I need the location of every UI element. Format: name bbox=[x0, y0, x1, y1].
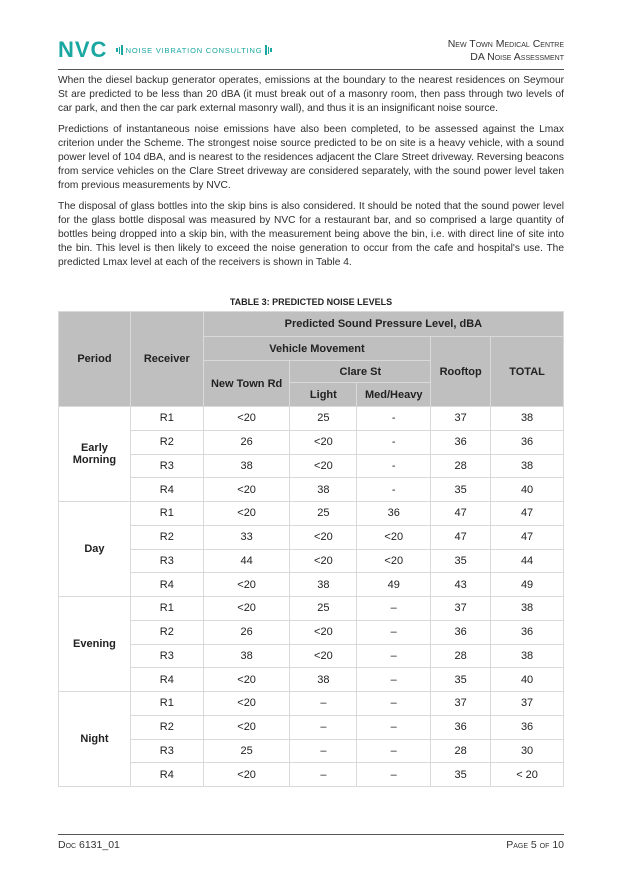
level-cell: 35 bbox=[431, 763, 491, 787]
header-light: Light bbox=[290, 383, 357, 407]
level-cell: 33 bbox=[203, 525, 290, 549]
level-cell: - bbox=[357, 454, 431, 478]
level-cell: – bbox=[290, 692, 357, 716]
receiver-cell: R1 bbox=[130, 692, 203, 716]
header-rooftop: Rooftop bbox=[431, 337, 491, 407]
period-cell: Evening bbox=[59, 597, 131, 692]
table-row bbox=[59, 739, 564, 763]
table-row bbox=[59, 407, 564, 431]
level-cell: <20 bbox=[290, 525, 357, 549]
title-line-1: New Town Medical Centre bbox=[447, 38, 564, 50]
sound-wave-left-icon bbox=[116, 45, 122, 55]
sound-wave-right-icon bbox=[265, 45, 271, 55]
table-caption: TABLE 3: PREDICTED NOISE LEVELS bbox=[229, 297, 393, 307]
level-cell: 25 bbox=[290, 597, 357, 621]
level-cell: 38 bbox=[203, 454, 290, 478]
level-cell: <20 bbox=[290, 644, 357, 668]
header-divider bbox=[58, 69, 564, 70]
body-text bbox=[58, 74, 564, 277]
table-body bbox=[59, 407, 564, 787]
level-cell: 28 bbox=[431, 644, 491, 668]
level-cell: < 20 bbox=[491, 763, 564, 787]
table-row bbox=[59, 549, 564, 573]
level-cell: 35 bbox=[431, 549, 491, 573]
level-cell: 38 bbox=[290, 573, 357, 597]
level-cell: 47 bbox=[431, 502, 491, 526]
level-cell: 49 bbox=[357, 573, 431, 597]
level-cell: 37 bbox=[431, 407, 491, 431]
level-cell: 44 bbox=[491, 549, 564, 573]
level-cell: <20 bbox=[203, 668, 290, 692]
level-cell: – bbox=[357, 620, 431, 644]
level-cell: 40 bbox=[491, 668, 564, 692]
level-cell: 47 bbox=[431, 525, 491, 549]
receiver-cell: R1 bbox=[130, 407, 203, 431]
receiver-cell: R4 bbox=[130, 478, 203, 502]
footer-divider bbox=[58, 834, 564, 835]
level-cell: <20 bbox=[203, 715, 290, 739]
receiver-cell: R2 bbox=[130, 715, 203, 739]
table-row bbox=[59, 644, 564, 668]
document-id: Doc 6131_01 bbox=[58, 839, 120, 851]
level-cell: 36 bbox=[431, 430, 491, 454]
level-cell: – bbox=[357, 692, 431, 716]
level-cell: 35 bbox=[431, 668, 491, 692]
logo-subtitle-group bbox=[113, 45, 274, 55]
receiver-cell: R4 bbox=[130, 573, 203, 597]
logo-mark: NVC bbox=[58, 37, 108, 62]
level-cell: <20 bbox=[357, 525, 431, 549]
table-row bbox=[59, 692, 564, 716]
receiver-cell: R1 bbox=[130, 597, 203, 621]
level-cell: – bbox=[290, 715, 357, 739]
level-cell: 38 bbox=[203, 644, 290, 668]
page-number: Page 5 of 10 bbox=[506, 839, 564, 851]
table-row bbox=[59, 763, 564, 787]
level-cell: 37 bbox=[491, 692, 564, 716]
receiver-cell: R3 bbox=[130, 454, 203, 478]
level-cell: 38 bbox=[290, 478, 357, 502]
level-cell: 28 bbox=[431, 454, 491, 478]
level-cell: - bbox=[357, 407, 431, 431]
level-cell: 26 bbox=[203, 620, 290, 644]
level-cell: – bbox=[357, 597, 431, 621]
level-cell: 28 bbox=[431, 739, 491, 763]
level-cell: 25 bbox=[290, 407, 357, 431]
level-cell: 38 bbox=[491, 454, 564, 478]
level-cell: <20 bbox=[203, 478, 290, 502]
period-cell: Early Morning bbox=[59, 407, 131, 502]
level-cell: 36 bbox=[431, 715, 491, 739]
receiver-cell: R3 bbox=[130, 549, 203, 573]
level-cell: 38 bbox=[491, 407, 564, 431]
receiver-cell: R2 bbox=[130, 525, 203, 549]
level-cell: 38 bbox=[491, 597, 564, 621]
table-row bbox=[59, 715, 564, 739]
header-new-town-rd: New Town Rd bbox=[203, 361, 290, 407]
level-cell: 36 bbox=[491, 430, 564, 454]
receiver-cell: R4 bbox=[130, 668, 203, 692]
receiver-cell: R2 bbox=[130, 430, 203, 454]
nvc-logo bbox=[58, 37, 275, 63]
level-cell: - bbox=[357, 430, 431, 454]
level-cell: – bbox=[290, 739, 357, 763]
level-cell: - bbox=[357, 478, 431, 502]
level-cell: 43 bbox=[431, 573, 491, 597]
level-cell: <20 bbox=[290, 620, 357, 644]
receiver-cell: R1 bbox=[130, 502, 203, 526]
level-cell: <20 bbox=[203, 573, 290, 597]
level-cell: – bbox=[357, 739, 431, 763]
level-cell: 35 bbox=[431, 478, 491, 502]
header-receiver: Receiver bbox=[130, 312, 203, 407]
paragraph-glass-disposal: The disposal of glass bottles into the skip bins is also considered. It should be noted that the sound power level for the glass bottle disposal was measured by NVC for a restaurant bar, and so comprised a large quantity of bottles being dropped into a skip bin, with the measurement being above the bin, i.e. with direct line of site into the bin. This level is then likely to exceed the noise generation to occur from the cafe and hospital's use. The predicted Lmax level at each of the receivers is shown in Table 4. bbox=[58, 201, 564, 268]
receiver-cell: R4 bbox=[130, 763, 203, 787]
level-cell: 30 bbox=[491, 739, 564, 763]
receiver-cell: R3 bbox=[130, 739, 203, 763]
header-total: TOTAL bbox=[491, 337, 564, 407]
level-cell: 38 bbox=[290, 668, 357, 692]
paragraph-generator: When the diesel backup generator operates, emissions at the boundary to the nearest residences on Seymour St are predicted to be less than 20 dBA (it must break out of a masonry room, then pass through two levels of car park, and then the car park external masonry wall), and thus it is an insignificant noise source. bbox=[58, 75, 564, 114]
level-cell: – bbox=[357, 763, 431, 787]
level-cell: 49 bbox=[491, 573, 564, 597]
title-line-2: DA Noise Assessment bbox=[470, 51, 564, 63]
header-period: Period bbox=[59, 312, 131, 407]
level-cell: <20 bbox=[357, 549, 431, 573]
level-cell: 38 bbox=[491, 644, 564, 668]
level-cell: 47 bbox=[491, 525, 564, 549]
level-cell: <20 bbox=[290, 549, 357, 573]
level-cell: <20 bbox=[203, 502, 290, 526]
page-header bbox=[58, 33, 564, 71]
level-cell: 36 bbox=[431, 620, 491, 644]
level-cell: 36 bbox=[491, 715, 564, 739]
level-cell: <20 bbox=[203, 597, 290, 621]
level-cell: 36 bbox=[491, 620, 564, 644]
level-cell: 37 bbox=[431, 597, 491, 621]
period-cell: Day bbox=[59, 502, 131, 597]
receiver-cell: R3 bbox=[130, 644, 203, 668]
table-row bbox=[59, 454, 564, 478]
level-cell: 25 bbox=[203, 739, 290, 763]
level-cell: 44 bbox=[203, 549, 290, 573]
table-row bbox=[59, 620, 564, 644]
table-row bbox=[59, 525, 564, 549]
level-cell: 36 bbox=[357, 502, 431, 526]
header-predicted-spl: Predicted Sound Pressure Level, dBA bbox=[203, 312, 563, 337]
period-cell: Night bbox=[59, 692, 131, 787]
receiver-cell: R2 bbox=[130, 620, 203, 644]
level-cell: <20 bbox=[203, 692, 290, 716]
table-row bbox=[59, 597, 564, 621]
logo-subtitle: NOISE VIBRATION CONSULTING bbox=[125, 45, 263, 55]
table-row bbox=[59, 502, 564, 526]
header-med-heavy: Med/Heavy bbox=[357, 383, 431, 407]
table-row bbox=[59, 478, 564, 502]
level-cell: – bbox=[357, 715, 431, 739]
paragraph-lmax: Predictions of instantaneous noise emissions have also been completed, to be assessed against the Lmax criterion under the Scheme. The strongest noise source predicted to be on site is a heavy vehicle, with a sound power level of 104 dBA, and is nearest to the residences adjacent the Clare Street driveway. Reversing beacons from service vehicles on the Clare Street driveway are considered separately, with the sound power level taken from previous measurements by NVC. bbox=[58, 124, 564, 191]
level-cell: – bbox=[290, 763, 357, 787]
level-cell: <20 bbox=[290, 430, 357, 454]
level-cell: – bbox=[357, 668, 431, 692]
document-title bbox=[448, 38, 564, 64]
header-clare-st: Clare St bbox=[290, 361, 431, 383]
level-cell: 40 bbox=[491, 478, 564, 502]
level-cell: 26 bbox=[203, 430, 290, 454]
level-cell: 25 bbox=[290, 502, 357, 526]
level-cell: <20 bbox=[203, 763, 290, 787]
table-row bbox=[59, 573, 564, 597]
header-vehicle-movement: Vehicle Movement bbox=[203, 337, 430, 361]
table-row bbox=[59, 668, 564, 692]
level-cell: 47 bbox=[491, 502, 564, 526]
table-row bbox=[59, 430, 564, 454]
level-cell: – bbox=[357, 644, 431, 668]
noise-levels-table bbox=[58, 311, 564, 787]
level-cell: <20 bbox=[290, 454, 357, 478]
level-cell: 37 bbox=[431, 692, 491, 716]
level-cell: <20 bbox=[203, 407, 290, 431]
